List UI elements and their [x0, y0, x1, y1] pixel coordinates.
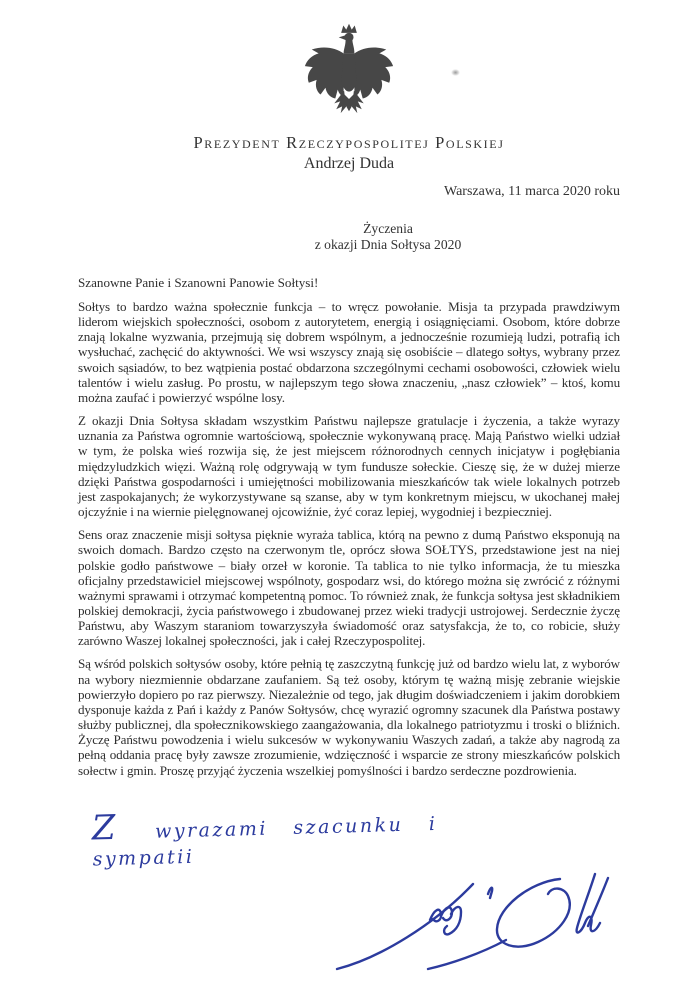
- paragraph-3: Sens oraz znaczenie misji sołtysa pięknie wyraża tablica, którą na pewno z dumą Państwo eksponują na swoich domach. Bardzo często na czerwonym tle, oprócz słowa SOŁTYS, przedstawione jest na niej polskie godło państwowe – biały orzeł w koronie. Ta tablica to nie tylko informacja, że tu mieszka oficjalny przedstawiciel miejscowej wspólnoty, gospodarz wsi, do którego można się zwrócić z różnymi ważnymi sprawami i otrzymać kompetentną pomoc. To również znak, że funkcja sołtysa jest składnikiem polskiej demokracji, życia państwowego i zbudowanej przez wieki tradycji ustrojowej. Serdecznie życzę Państwu, aby Waszym staraniom towarzyszyła świadomość oraz satysfakcja, że to, co robicie, służy zarówno Waszej lokalnej społeczności, jak i całej Rzeczypospolitej.: [78, 527, 620, 649]
- salutation: Szanowne Panie i Szanowni Panowie Sołtysi!: [78, 275, 319, 290]
- letterhead-name: Andrzej Duda: [303, 155, 395, 172]
- polish-eagle-icon: [300, 22, 398, 124]
- paragraph-1: Sołtys to bardzo ważna społecznie funkcja – to wręcz powołanie. Misja ta przypada prawdziwym liderom wiejskich społeczności, osobom z autorytetem, energią i osiągnięciami. Osobom, które dobrze znają lokalne wyzwania, przejmują się dobrem wspólnym, a jednocześnie rozumieją ludzi, potrafią ich wysłuchać, zachęcić do aktywności. We wsi wszyscy znają się osobiście – dlatego sołtys, wybrany przez swoich sąsiadów, to bez wątpienia postać obdarzona szczególnymi cechami osobowości, człowiek wielu talentów i wielu zasług. Po prostu, w najlepszym tego słowa znaczeniu, „nasz człowiek” – ktoś, komu można zaufać i powierzyć wspólne losy.: [78, 299, 620, 405]
- polish-eagle-emblem: [300, 22, 398, 124]
- subject-block: [117, 221, 659, 252]
- subject-line-1: Życzenia: [363, 221, 413, 236]
- dateline: Warszawa, 11 marca 2020 roku: [443, 184, 620, 199]
- handwritten-closing: Z wyrazami szacunku i sympatii: [91, 807, 438, 871]
- scan-artifact: [451, 69, 460, 76]
- signature-icon: [330, 872, 670, 983]
- paragraph-2: Z okazji Dnia Sołtysa składam wszystkim Państwu najlepsze gratulacje i życzenia, a także wyrazy uznania za Państwa ogromnie wartościową, społecznie wykonywaną pracę. Mają Państwo wielki udział w tym, że polska wieś rozwija się, że jest miejscem różnorodnych cennych inicjatyw i pogłębiania międzyludzkich więzi. Ważną rolę odgrywają w tym fundusze sołeckie. Cieszę się, że w dużej mierze dzięki Państwa gospodarności i umiejętności mobilizowania mieszkańców tak wiele lokalnych potrzeb jest zaspokajanych; że wykorzystywane są szanse, aby w tym konkretnym miejscu, w ukochanej małej ojczyźnie i na wiernie pielęgnowanej ojcowiźnie, żyć coraz lepiej, wygodniej i bezpieczniej.: [78, 413, 620, 520]
- paragraph-4: Są wśród polskich sołtysów osoby, które pełnią tę zaszczytną funkcję już od bardzo wielu lat, z wyborów na wybory niezmiennie obdarzane zaufaniem. Są też osoby, którym tę ważną misję zebranie wiejskie powierzyło dopiero po raz pierwszy. Niezależnie od tego, jak długim doświadczeniem i jakim dorobkiem dysponuje każda z Pań i każdy z Panów Sołtysów, chcę wyrazić ogromny szacunek dla Państwa postawy służby publicznej, dla społecznikowskiego zaangażowania, dla lokalnego patriotyzmu i troski o bliźnich. Życzę Państwu powodzenia i wielu sukcesów w wykonywaniu Waszych zadań, a także aby nagrodą za pełną oddania pracę były zawsze zrozumienie, wdzięczność i wsparcie ze strony mieszkańców polskich sołectw i gmin. Proszę przyjąć życzenia wszelkiej pomyślności i bardzo serdeczne pozdrowienia.: [78, 656, 620, 778]
- letterhead-title: Prezydent Rzeczypospolitej Polskiej: [193, 133, 505, 152]
- subject-line-2: z okazji Dnia Sołtysa 2020: [314, 236, 462, 252]
